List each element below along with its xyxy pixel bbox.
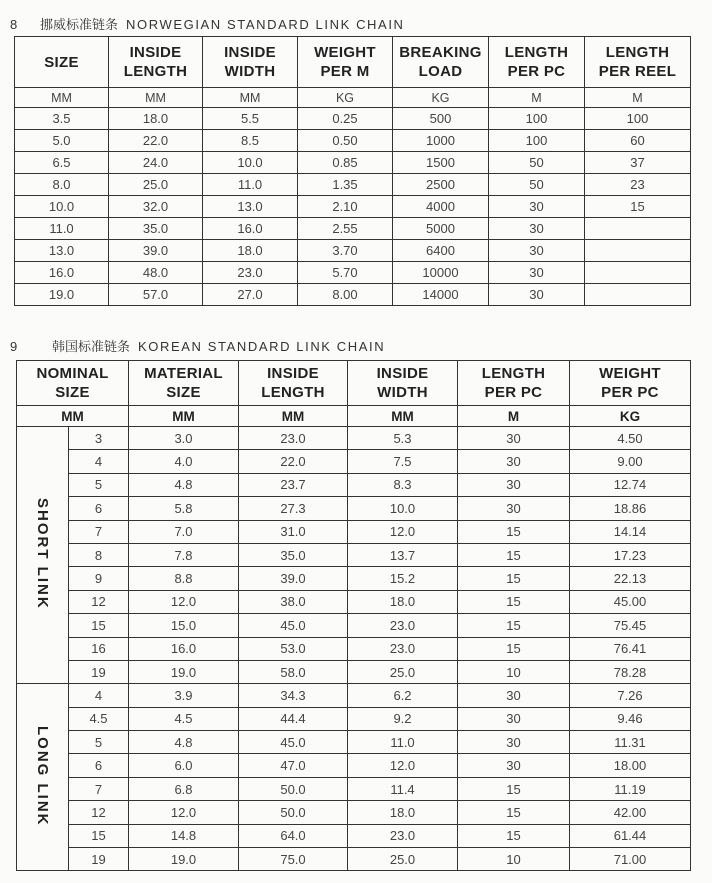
table-cell: 45.0 <box>239 614 348 637</box>
header-row <box>15 37 691 88</box>
table-cell: 10000 <box>393 262 489 284</box>
header-line: INSIDE <box>267 365 319 382</box>
table-cell: 16.0 <box>15 262 109 284</box>
table-cell: 14.14 <box>570 520 691 543</box>
unit-cell: MM <box>129 406 239 427</box>
table-cell: 2.10 <box>298 196 393 218</box>
header-line: WIDTH <box>224 63 276 80</box>
table-row <box>17 801 691 824</box>
table-cell: 11.4 <box>348 777 458 800</box>
header-line: SIZE <box>44 53 79 71</box>
table-cell: 18.00 <box>570 754 691 777</box>
table-cell: 15 <box>69 824 129 847</box>
units-row <box>17 406 691 427</box>
table-cell: 3.5 <box>15 108 109 130</box>
table-row <box>15 284 691 306</box>
table-cell: 8.0 <box>15 174 109 196</box>
table-cell: 8.8 <box>129 567 239 590</box>
section-title-en: NORWEGIAN STANDARD LINK CHAIN <box>126 17 405 32</box>
table-cell: 5 <box>69 731 129 754</box>
section-title-en: KOREAN STANDARD LINK CHAIN <box>138 339 386 354</box>
unit-cell: MM <box>15 88 109 108</box>
header-line: INSIDE <box>376 365 429 382</box>
header-line: INSIDE <box>129 44 182 61</box>
table-cell: 2.55 <box>298 218 393 240</box>
table-cell: 500 <box>393 108 489 130</box>
table-cell <box>585 262 691 284</box>
header-line: LENGTH <box>504 44 569 61</box>
table-cell: 30 <box>458 731 570 754</box>
table-cell: 27.3 <box>239 497 348 520</box>
table-cell: 9.2 <box>348 707 458 730</box>
table-cell: 31.0 <box>239 520 348 543</box>
table-cell: 3 <box>69 427 129 450</box>
table-cell: 16 <box>69 637 129 660</box>
section-number: 8 <box>10 17 19 32</box>
column-header <box>239 361 348 406</box>
table-cell: 10.0 <box>203 152 298 174</box>
header-line: NOMINAL <box>36 365 109 382</box>
table-cell: 30 <box>489 284 585 306</box>
table-cell: 10 <box>458 848 570 871</box>
table-cell: 15 <box>458 824 570 847</box>
table-cell: 18.0 <box>348 590 458 613</box>
table-row <box>17 731 691 754</box>
unit-cell: MM <box>348 406 458 427</box>
table-cell: 23.0 <box>239 427 348 450</box>
table-cell: 7.26 <box>570 684 691 707</box>
column-header <box>585 37 691 88</box>
table-row <box>17 824 691 847</box>
table-cell: 7 <box>69 777 129 800</box>
unit-cell: KG <box>298 88 393 108</box>
table-cell: 39.0 <box>109 240 203 262</box>
table-cell: 19 <box>69 660 129 683</box>
table-cell: 4.5 <box>129 707 239 730</box>
table-cell: 30 <box>458 707 570 730</box>
table-cell: 45.0 <box>239 731 348 754</box>
table-cell: 34.3 <box>239 684 348 707</box>
table-cell: 71.00 <box>570 848 691 871</box>
table-cell: 19.0 <box>129 848 239 871</box>
table-cell: 3.70 <box>298 240 393 262</box>
table-cell: 47.0 <box>239 754 348 777</box>
table-cell: 78.28 <box>570 660 691 683</box>
table-cell: 12.0 <box>129 801 239 824</box>
table-cell: 30 <box>489 218 585 240</box>
table-cell: 4.0 <box>129 450 239 473</box>
unit-cell: M <box>585 88 691 108</box>
table-cell: 7.8 <box>129 543 239 566</box>
table-cell: 39.0 <box>239 567 348 590</box>
table-cell: 10.0 <box>15 196 109 218</box>
table-cell: 2500 <box>393 174 489 196</box>
table-cell: 42.00 <box>570 801 691 824</box>
table-cell: 1.35 <box>298 174 393 196</box>
table-cell: 14.8 <box>129 824 239 847</box>
table-cell: 100 <box>489 130 585 152</box>
table-cell: 25.0 <box>348 848 458 871</box>
header-line: BREAKING <box>399 44 482 61</box>
table-cell: 30 <box>489 240 585 262</box>
table-cell <box>585 218 691 240</box>
table-row <box>15 240 691 262</box>
table-cell: 4.50 <box>570 427 691 450</box>
header-line: PER PC <box>507 63 566 80</box>
table-cell: 100 <box>489 108 585 130</box>
table-row <box>17 637 691 660</box>
table-cell: 12.74 <box>570 473 691 496</box>
table-cell: 0.50 <box>298 130 393 152</box>
header-line: LENGTH <box>481 365 546 382</box>
table-row <box>15 130 691 152</box>
table-row <box>17 567 691 590</box>
table-cell: 6.8 <box>129 777 239 800</box>
header-line: LENGTH <box>605 44 670 61</box>
table-cell: 15 <box>458 637 570 660</box>
header-line: INSIDE <box>224 44 276 61</box>
table-cell: 30 <box>489 196 585 218</box>
section-title-cn: 韩国标准链条 <box>52 340 131 355</box>
korean-chain-table <box>16 360 691 871</box>
table-cell: 15 <box>458 567 570 590</box>
table-cell: 19 <box>69 848 129 871</box>
table-cell: 5.8 <box>129 497 239 520</box>
table-cell: 14000 <box>393 284 489 306</box>
table-cell: 9.46 <box>570 707 691 730</box>
table-cell: 16.0 <box>129 637 239 660</box>
table-cell: 23 <box>585 174 691 196</box>
table-cell: 15 <box>458 777 570 800</box>
table-cell: 15 <box>585 196 691 218</box>
table-cell: 18.0 <box>109 108 203 130</box>
table-cell: 8 <box>69 543 129 566</box>
table-cell: 6 <box>69 497 129 520</box>
table-row <box>17 707 691 730</box>
table-cell: 18.0 <box>203 240 298 262</box>
table-cell: 15.2 <box>348 567 458 590</box>
table-row <box>17 427 691 450</box>
table-cell: 8.3 <box>348 473 458 496</box>
table-cell: 9 <box>69 567 129 590</box>
unit-cell: M <box>458 406 570 427</box>
table-cell: 22.0 <box>239 450 348 473</box>
table-cell: 58.0 <box>239 660 348 683</box>
unit-cell: KG <box>393 88 489 108</box>
table-row <box>17 473 691 496</box>
unit-cell: M <box>489 88 585 108</box>
unit-cell: MM <box>239 406 348 427</box>
table-cell: 30 <box>458 684 570 707</box>
group-label-cell <box>17 427 69 684</box>
table-cell: 6.5 <box>15 152 109 174</box>
header-line: SIZE <box>166 384 201 401</box>
table-cell: 12.0 <box>348 520 458 543</box>
table-cell: 75.0 <box>239 848 348 871</box>
table-cell: 5.5 <box>203 108 298 130</box>
table-cell: 0.85 <box>298 152 393 174</box>
table-cell: 100 <box>585 108 691 130</box>
column-header <box>570 361 691 406</box>
table-row <box>15 196 691 218</box>
table-cell: 37 <box>585 152 691 174</box>
table-cell: 4.8 <box>129 731 239 754</box>
table-cell: 50 <box>489 174 585 196</box>
table-cell: 5.70 <box>298 262 393 284</box>
column-header <box>458 361 570 406</box>
header-line: MATERIAL <box>144 365 223 382</box>
table-cell: 32.0 <box>109 196 203 218</box>
table-cell: 23.0 <box>348 614 458 637</box>
table-cell: 61.44 <box>570 824 691 847</box>
table-cell: 1500 <box>393 152 489 174</box>
table-cell: 13.0 <box>15 240 109 262</box>
table-cell: 7.5 <box>348 450 458 473</box>
table-cell <box>585 284 691 306</box>
table-cell: 12 <box>69 590 129 613</box>
table-cell: 6.0 <box>129 754 239 777</box>
table-cell: 23.0 <box>348 824 458 847</box>
column-header <box>15 37 109 88</box>
table-cell: 16.0 <box>203 218 298 240</box>
column-header <box>17 361 129 406</box>
units-row <box>15 88 691 108</box>
table-row <box>17 777 691 800</box>
table-cell: 4.8 <box>129 473 239 496</box>
table-cell: 7 <box>69 520 129 543</box>
table-cell: 76.41 <box>570 637 691 660</box>
table-cell: 45.00 <box>570 590 691 613</box>
table-row <box>15 174 691 196</box>
table-row <box>17 520 691 543</box>
table-cell: 4.5 <box>69 707 129 730</box>
table-row <box>17 543 691 566</box>
column-header <box>129 361 239 406</box>
unit-cell: MM <box>203 88 298 108</box>
table-cell: 19.0 <box>129 660 239 683</box>
header-line: WEIGHT <box>314 44 376 61</box>
table-cell: 10.0 <box>348 497 458 520</box>
table-cell: 19.0 <box>15 284 109 306</box>
norwegian-chain-table <box>14 36 691 306</box>
table-row <box>15 108 691 130</box>
header-line: PER PC <box>484 384 543 401</box>
header-line: LENGTH <box>123 63 188 80</box>
table-cell: 3.9 <box>129 684 239 707</box>
table-cell: 1000 <box>393 130 489 152</box>
header-line: WIDTH <box>377 384 428 401</box>
table-cell: 11.0 <box>203 174 298 196</box>
section-number: 9 <box>10 339 19 354</box>
table-row <box>17 660 691 683</box>
table-cell: 53.0 <box>239 637 348 660</box>
column-header <box>348 361 458 406</box>
table-cell: 48.0 <box>109 262 203 284</box>
table-row <box>17 497 691 520</box>
column-header <box>298 37 393 88</box>
table-cell: 6 <box>69 754 129 777</box>
table-cell: 22.13 <box>570 567 691 590</box>
table-row <box>17 590 691 613</box>
table-cell: 18.86 <box>570 497 691 520</box>
table-cell: 11.0 <box>15 218 109 240</box>
header-line: WEIGHT <box>599 365 661 382</box>
table-cell: 30 <box>458 497 570 520</box>
column-header <box>393 37 489 88</box>
table-cell: 30 <box>458 473 570 496</box>
table-cell: 4 <box>69 684 129 707</box>
table-cell: 35.0 <box>239 543 348 566</box>
table-cell: 11.0 <box>348 731 458 754</box>
table-cell: 30 <box>458 450 570 473</box>
table-cell: 0.25 <box>298 108 393 130</box>
table-cell: 30 <box>458 754 570 777</box>
table-row <box>17 848 691 871</box>
table-cell: 11.31 <box>570 731 691 754</box>
header-line: LOAD <box>418 63 463 80</box>
table-cell: 23.7 <box>239 473 348 496</box>
table-cell: 60 <box>585 130 691 152</box>
table-cell: 15 <box>458 590 570 613</box>
table-cell: 8.5 <box>203 130 298 152</box>
table-cell: 12 <box>69 801 129 824</box>
table-cell: 18.0 <box>348 801 458 824</box>
column-header <box>489 37 585 88</box>
table-cell: 5.0 <box>15 130 109 152</box>
table-cell: 15.0 <box>129 614 239 637</box>
table-cell: 64.0 <box>239 824 348 847</box>
table-cell: 7.0 <box>129 520 239 543</box>
table-cell: 30 <box>489 262 585 284</box>
table-cell: 12.0 <box>129 590 239 613</box>
unit-cell: MM <box>17 406 129 427</box>
table-cell: 8.00 <box>298 284 393 306</box>
table-cell: 5000 <box>393 218 489 240</box>
group-label-cell <box>17 684 69 871</box>
table-cell: 30 <box>458 427 570 450</box>
table-cell: 5 <box>69 473 129 496</box>
table-cell: 4 <box>69 450 129 473</box>
header-line: SIZE <box>55 384 90 401</box>
section-title-cn: 挪威标准链条 <box>40 18 119 33</box>
table-cell: 13.7 <box>348 543 458 566</box>
table-row <box>15 262 691 284</box>
table-cell: 22.0 <box>109 130 203 152</box>
table-cell <box>585 240 691 262</box>
table-cell: 75.45 <box>570 614 691 637</box>
table-cell: 50.0 <box>239 777 348 800</box>
table-row <box>17 614 691 637</box>
table-cell: 6400 <box>393 240 489 262</box>
unit-cell: MM <box>109 88 203 108</box>
table-cell: 27.0 <box>203 284 298 306</box>
table-cell: 38.0 <box>239 590 348 613</box>
table-cell: 24.0 <box>109 152 203 174</box>
table-cell: 11.19 <box>570 777 691 800</box>
unit-cell: KG <box>570 406 691 427</box>
table-row <box>17 754 691 777</box>
table-cell: 15 <box>458 520 570 543</box>
table-cell: 50 <box>489 152 585 174</box>
table-cell: 44.4 <box>239 707 348 730</box>
table-cell: 15 <box>458 801 570 824</box>
table-cell: 17.23 <box>570 543 691 566</box>
table-cell: 15 <box>69 614 129 637</box>
column-header <box>109 37 203 88</box>
table-cell: 15 <box>458 614 570 637</box>
table-cell: 4000 <box>393 196 489 218</box>
table-row <box>15 152 691 174</box>
table-cell: 15 <box>458 543 570 566</box>
header-line: LENGTH <box>261 384 325 401</box>
table-row <box>15 218 691 240</box>
table-cell: 9.00 <box>570 450 691 473</box>
table-cell: 57.0 <box>109 284 203 306</box>
group-label: SHORT LINK <box>34 497 51 610</box>
table-cell: 25.0 <box>348 660 458 683</box>
header-line: PER M <box>320 63 370 80</box>
table-cell: 13.0 <box>203 196 298 218</box>
table-cell: 5.3 <box>348 427 458 450</box>
header-line: PER PC <box>601 384 659 401</box>
table-cell: 35.0 <box>109 218 203 240</box>
table-cell: 25.0 <box>109 174 203 196</box>
column-header <box>203 37 298 88</box>
table-cell: 10 <box>458 660 570 683</box>
table-cell: 23.0 <box>348 637 458 660</box>
table-cell: 50.0 <box>239 801 348 824</box>
header-row <box>17 361 691 406</box>
group-label: LONG LINK <box>34 725 51 827</box>
table-cell: 23.0 <box>203 262 298 284</box>
section-title-korean <box>10 336 385 355</box>
section-title-norwegian <box>10 14 405 33</box>
table-cell: 6.2 <box>348 684 458 707</box>
table-row <box>17 450 691 473</box>
table-cell: 3.0 <box>129 427 239 450</box>
table-cell: 12.0 <box>348 754 458 777</box>
table-row <box>17 684 691 707</box>
header-line: PER REEL <box>598 63 677 80</box>
